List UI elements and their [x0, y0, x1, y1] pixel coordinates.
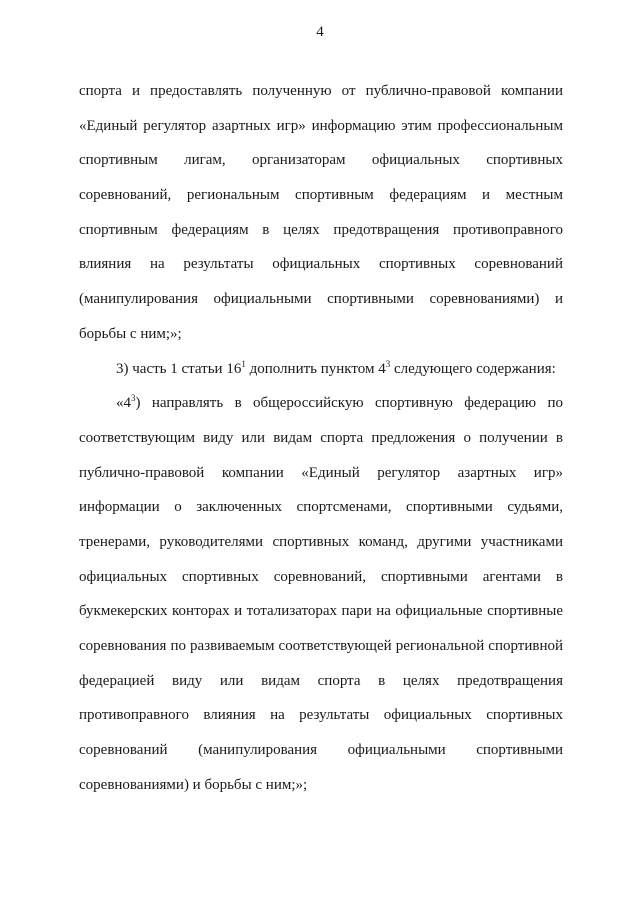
quote-rest: ) направлять в общероссийскую спортивную федерацию по: [135, 395, 563, 412]
text-line: официальных спортивных соревнований, спортивными агентами в: [79, 568, 563, 585]
page-number: 4: [316, 24, 324, 40]
text-line: тренерами, руководителями спортивных команд, другими участниками: [79, 533, 563, 550]
text-line: букмекерских конторах и тотализаторах пари на официальные спортивные: [79, 603, 563, 620]
text-line: информации о заключенных спортсменами, спортивными судьями,: [79, 499, 563, 516]
item-3-prefix: 3) часть 1 статьи 16: [116, 360, 242, 377]
text-line: спортивным федерациям в целях предотвращения противоправного: [79, 221, 563, 238]
item-3-suffix: следующего содержания:: [390, 360, 556, 377]
text-line: «Единый регулятор азартных игр» информацию этим профессиональным: [79, 117, 563, 134]
text-line: спортивным лигам, организаторам официальных спортивных: [79, 152, 563, 169]
item-3-article-superscript: 1: [241, 358, 246, 369]
text-line: противоправного влияния на результаты официальных спортивных: [79, 707, 563, 724]
quote-point-superscript: 3: [131, 393, 136, 404]
text-line: влияния на результаты официальных спортивных соревнований: [79, 256, 563, 273]
item-3-middle: дополнить пунктом 4: [245, 360, 386, 377]
document-body: [79, 74, 563, 802]
text-line: соревнований (манипулирования официальными спортивными: [79, 742, 563, 759]
text-line: соревнования по развиваемым соответствующей региональной спортивной: [79, 638, 563, 654]
text-line: соревнований, региональным спортивным федерациям и местным: [79, 187, 563, 204]
text-line: публично-правовой компании «Единый регулятор азартных игр»: [79, 464, 563, 481]
item-3-line: [79, 352, 563, 387]
text-line: борьбы с ним;»;: [79, 325, 182, 342]
text-line: спорта и предоставлять полученную от публично-правовой компании: [79, 83, 563, 99]
text-line: соответствующим виду или видам спорта предложения о получении в: [79, 429, 563, 446]
item-3-point-superscript: 3: [385, 358, 391, 369]
text-line: федерацией виду или видам спорта в целях предотвращения: [79, 672, 563, 689]
quote-open: «4: [116, 395, 131, 412]
text-line: (манипулирования официальными спортивными соревнованиями) и: [79, 291, 563, 308]
text-line: соревнованиями) и борьбы с ним;»;: [79, 776, 308, 793]
quote-first-line: [79, 386, 563, 421]
